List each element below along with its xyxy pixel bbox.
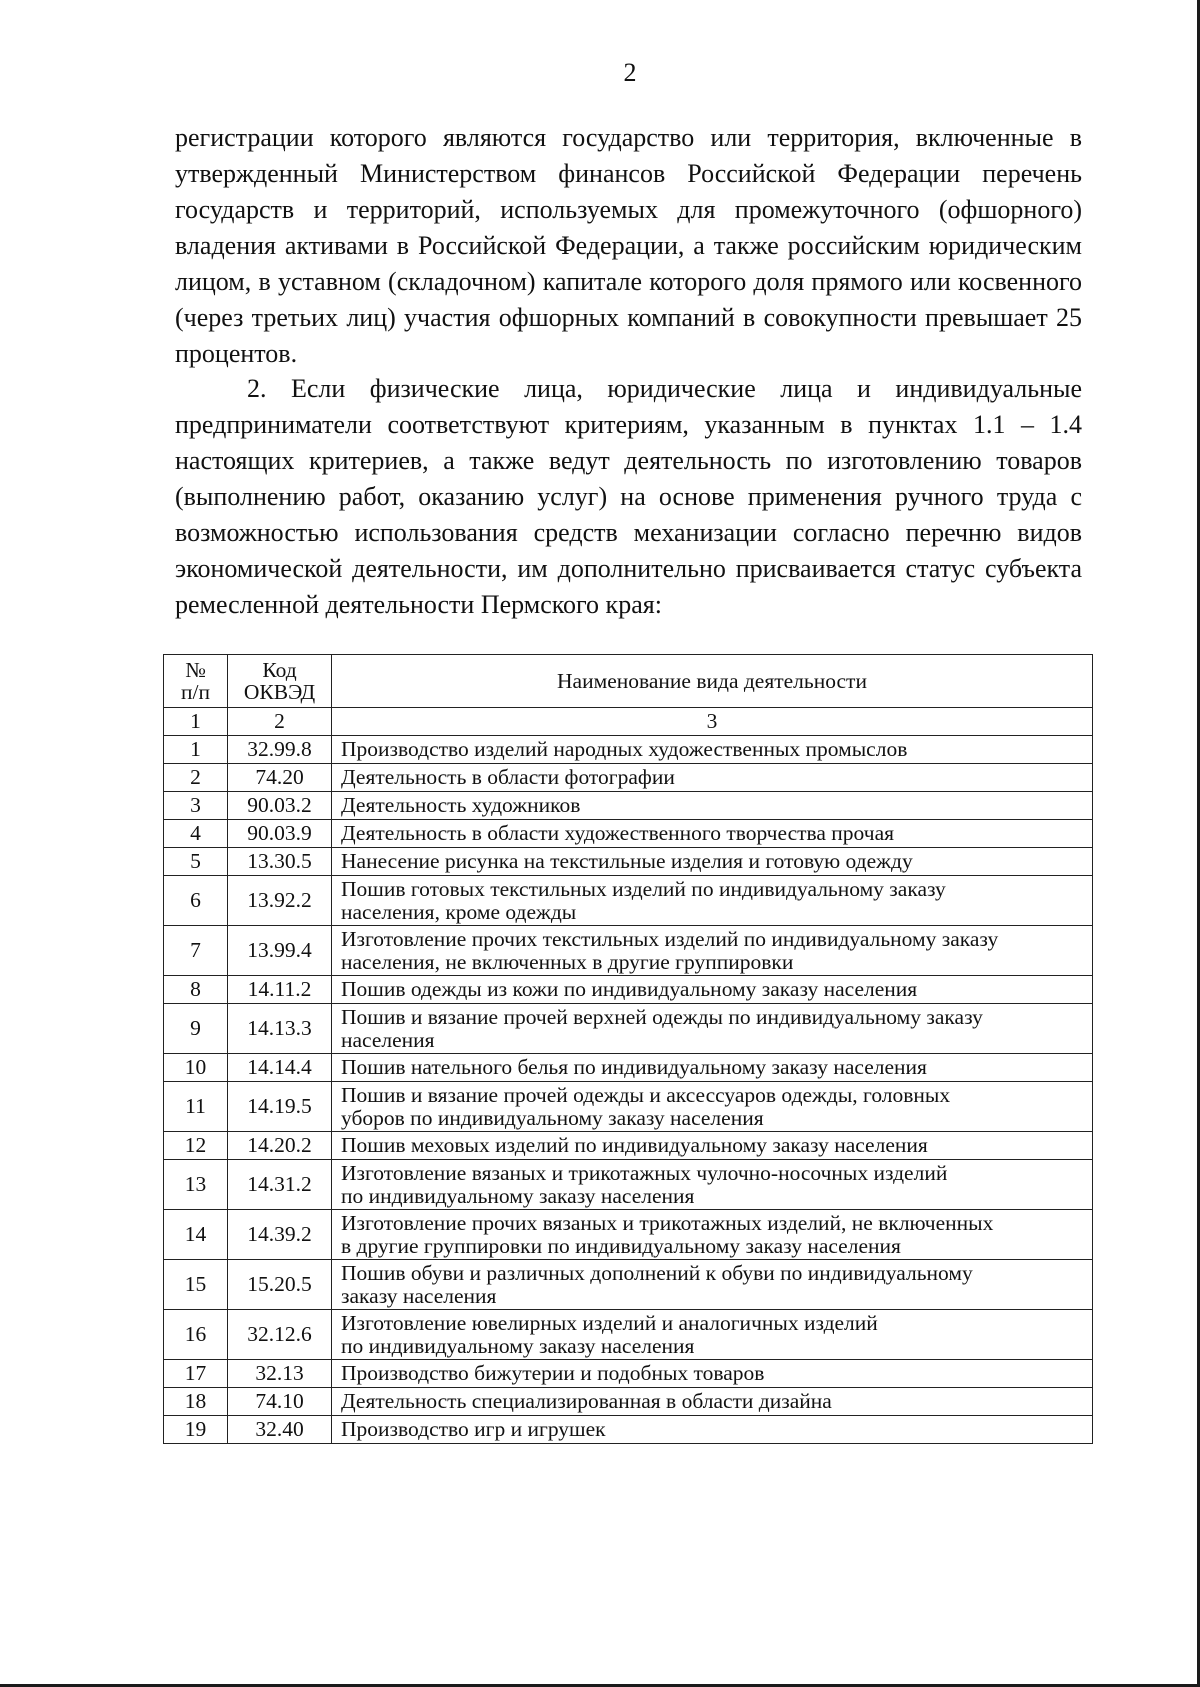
row-okved-code: 14.13.3 — [228, 1004, 332, 1054]
activity-name-line: населения, кроме одежды — [341, 899, 577, 924]
table-row — [164, 848, 1093, 876]
row-activity-name — [332, 1360, 1093, 1388]
row-activity-name — [332, 1160, 1093, 1210]
paragraph-1: регистрации которого являются государство или территория, включенные в утвержденный Министерством финансов Российской Федерации перечень государств и территорий, используемых для промежуточного (офшорного) владения активами в Российской Федерации, а также российским юридическим лицом, в уставном (складочном) капитале которого доля прямого или косвенного (через третьих лиц) участия офшорных компаний в совокупности превышает 25 процентов. — [175, 123, 1082, 368]
row-okved-code: 13.99.4 — [228, 926, 332, 976]
table-row — [164, 736, 1093, 764]
table-header-row — [164, 655, 1093, 708]
row-okved-code: 14.19.5 — [228, 1082, 332, 1132]
activity-name-line: Производство игр и игрушек — [341, 1417, 606, 1441]
row-number: 2 — [164, 764, 228, 792]
activity-name-line: Изготовление прочих вязаных и трикотажных изделий, не включенных — [341, 1210, 994, 1235]
activity-name-line: Деятельность специализированная в области дизайна — [341, 1389, 832, 1413]
row-number: 10 — [164, 1054, 228, 1082]
row-number: 14 — [164, 1210, 228, 1260]
row-activity-name — [332, 848, 1093, 876]
row-number: 8 — [164, 976, 228, 1004]
row-number: 5 — [164, 848, 228, 876]
table-row — [164, 1260, 1093, 1310]
row-activity-name — [332, 1388, 1093, 1416]
table-row — [164, 976, 1093, 1004]
table-row — [164, 792, 1093, 820]
row-okved-code: 90.03.9 — [228, 820, 332, 848]
activity-name-line: Деятельность в области художественного творчества прочая — [341, 821, 894, 845]
row-okved-code: 32.12.6 — [228, 1310, 332, 1360]
activity-name-line: Изготовление прочих текстильных изделий по индивидуальному заказу — [341, 926, 999, 951]
row-okved-code: 14.39.2 — [228, 1210, 332, 1260]
row-activity-name — [332, 1054, 1093, 1082]
header-num — [164, 655, 228, 708]
activity-name-line: Деятельность в области фотографии — [341, 765, 675, 789]
row-number: 6 — [164, 876, 228, 926]
activity-name-line: Пошив нательного белья по индивидуальному заказу населения — [341, 1055, 927, 1079]
table-row — [164, 876, 1093, 926]
row-number: 11 — [164, 1082, 228, 1132]
table-row — [164, 820, 1093, 848]
activity-name-line: Пошив и вязание прочей верхней одежды по индивидуальному заказу — [341, 1004, 983, 1029]
index-col-1: 1 — [164, 708, 228, 736]
row-number: 15 — [164, 1260, 228, 1310]
row-number: 17 — [164, 1360, 228, 1388]
header-num-line2: п/п — [181, 680, 210, 704]
table-row — [164, 1004, 1093, 1054]
row-number: 12 — [164, 1132, 228, 1160]
row-activity-name — [332, 1310, 1093, 1360]
row-number: 16 — [164, 1310, 228, 1360]
row-number: 7 — [164, 926, 228, 976]
row-okved-code: 13.92.2 — [228, 876, 332, 926]
activity-name-line: Пошив меховых изделий по индивидуальному заказу населения — [341, 1133, 928, 1157]
row-activity-name — [332, 926, 1093, 976]
row-activity-name — [332, 792, 1093, 820]
row-okved-code: 14.14.4 — [228, 1054, 332, 1082]
activity-name-line: Пошив одежды из кожи по индивидуальному заказу населения — [341, 977, 918, 1001]
table-row — [164, 1210, 1093, 1260]
activity-name-line: Изготовление вязаных и трикотажных чулочно-носочных изделий — [341, 1160, 948, 1185]
row-okved-code: 32.40 — [228, 1416, 332, 1444]
row-okved-code: 32.99.8 — [228, 736, 332, 764]
row-number: 9 — [164, 1004, 228, 1054]
activity-table — [163, 654, 1093, 1444]
header-code-line1: Код — [262, 658, 297, 682]
header-num-line1: № — [185, 658, 206, 682]
row-activity-name — [332, 1260, 1093, 1310]
activity-name-line: Производство бижутерии и подобных товаров — [341, 1361, 765, 1385]
activity-name-line: в другие группировки по индивидуальному заказу населения — [341, 1233, 901, 1258]
table-row — [164, 1160, 1093, 1210]
row-number: 13 — [164, 1160, 228, 1210]
table-row — [164, 926, 1093, 976]
paragraph-2: 2. Если физические лица, юридические лица и индивидуальные предприниматели соответствуют критериям, указанным в пунктах 1.1 – 1.4 настоящих критериев, а также ведут деятельность по изготовлению товаров (выполнению работ, оказанию услуг) на основе применения ручного труда с возможностью использования средств механизации согласно перечню видов экономической деятельности, им дополнительно присваивается статус субъекта ремесленной деятельности Пермского края: — [175, 374, 1082, 619]
activity-name-line: Пошив и вязание прочей одежды и аксессуаров одежды, головных — [341, 1082, 951, 1107]
table-row — [164, 1416, 1093, 1444]
activity-name-line: Нанесение рисунка на текстильные изделия и готовую одежду — [341, 849, 913, 873]
row-okved-code: 15.20.5 — [228, 1260, 332, 1310]
table-row — [164, 1388, 1093, 1416]
row-okved-code: 14.20.2 — [228, 1132, 332, 1160]
table-row — [164, 1054, 1093, 1082]
row-activity-name — [332, 1082, 1093, 1132]
row-okved-code: 90.03.2 — [228, 792, 332, 820]
row-number: 19 — [164, 1416, 228, 1444]
header-name: Наименование вида деятельности — [332, 655, 1093, 708]
row-okved-code: 14.31.2 — [228, 1160, 332, 1210]
header-code-line2: ОКВЭД — [243, 680, 316, 704]
row-activity-name — [332, 976, 1093, 1004]
row-number: 3 — [164, 792, 228, 820]
table-row — [164, 1082, 1093, 1132]
activity-name-line: по индивидуальному заказу населения — [341, 1333, 695, 1358]
row-activity-name — [332, 764, 1093, 792]
row-okved-code: 14.11.2 — [228, 976, 332, 1004]
activity-name-line: Пошив готовых текстильных изделий по индивидуальному заказу — [341, 876, 946, 901]
activity-name-line: уборов по индивидуальному заказу населения — [341, 1105, 764, 1130]
table-row — [164, 1310, 1093, 1360]
header-code — [228, 655, 332, 708]
row-number: 1 — [164, 736, 228, 764]
activity-name-line: населения — [341, 1027, 435, 1052]
activity-name-line: Производство изделий народных художественных промыслов — [341, 737, 908, 761]
row-activity-name — [332, 1210, 1093, 1260]
activity-name-line: Изготовление ювелирных изделий и аналогичных изделий — [341, 1310, 878, 1335]
index-col-3: 3 — [332, 708, 1093, 736]
table-row — [164, 764, 1093, 792]
activity-name-line: заказу населения — [341, 1283, 497, 1308]
table-row — [164, 1132, 1093, 1160]
row-activity-name — [332, 820, 1093, 848]
activity-name-line: Пошив обуви и различных дополнений к обуви по индивидуальному — [341, 1260, 973, 1285]
table-index-row — [164, 708, 1093, 736]
table-row — [164, 1360, 1093, 1388]
table-body — [164, 736, 1093, 1444]
row-activity-name — [332, 1004, 1093, 1054]
row-number: 18 — [164, 1388, 228, 1416]
activity-name-line: Деятельность художников — [341, 793, 581, 817]
row-number: 4 — [164, 820, 228, 848]
row-activity-name — [332, 876, 1093, 926]
row-okved-code: 13.30.5 — [228, 848, 332, 876]
row-activity-name — [332, 1132, 1093, 1160]
activity-name-line: населения, не включенных в другие группировки — [341, 949, 794, 974]
row-activity-name — [332, 1416, 1093, 1444]
row-okved-code: 74.10 — [228, 1388, 332, 1416]
row-okved-code: 74.20 — [228, 764, 332, 792]
row-activity-name — [332, 736, 1093, 764]
row-okved-code: 32.13 — [228, 1360, 332, 1388]
index-col-2: 2 — [228, 708, 332, 736]
page-number: 2 — [623, 58, 637, 87]
activity-name-line: по индивидуальному заказу населения — [341, 1183, 695, 1208]
